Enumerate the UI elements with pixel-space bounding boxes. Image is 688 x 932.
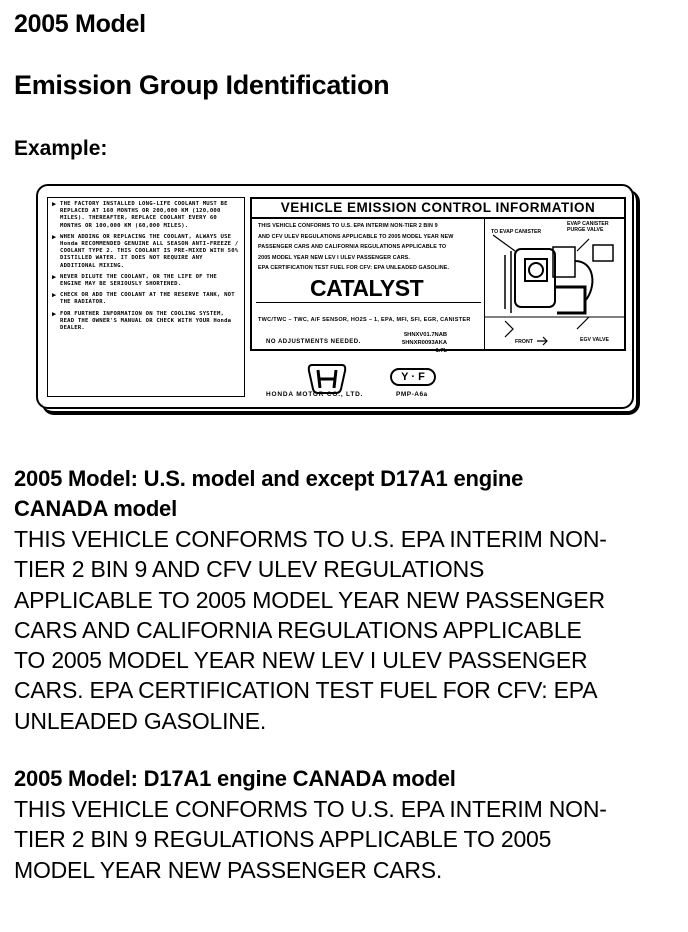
engine-diagram-icon [485, 217, 625, 349]
coolant-bullet: ▶ THE FACTORY INSTALLED LONG-LIFE COOLANT MUST BE REPLACED AT 160 MONTHS OR 200,000 KM (120,000 MILES). THEREAFTER, REPLACE COOLANT EVERY 60 MONTHS OR 100,000 KM (60,000 MILES). [52, 200, 228, 229]
page-title: Emission Group Identification [14, 70, 390, 100]
coolant-bullet: ▶ WHEN ADDING OR REPLACING THE COOLANT, ALWAYS USE Honda RECOMMENDED GENUINE ALL SEASON ANTI-FREEZE / COOLANT TYPE 2. THIS COOLANT IS PRE-MIXED WITH 50% DISTILLED WATER. IT DOES NOT REQUIRE ANY ADDITIONAL MIXING. [52, 232, 239, 269]
example-heading: Example: [14, 137, 108, 160]
egv-valve-label: EGV VALVE [580, 337, 609, 343]
section-body-d17a1-canada: THIS VEHICLE CONFORMS TO U.S. EPA INTERIM NON- TIER 2 BIN 9 REGULATIONS APPLICABLE TO 2005 MODEL YEAR NEW PASSENGER CARS. [14, 796, 607, 883]
section-title-d17a1-canada: 2005 Model: D17A1 engine CANADA model [14, 766, 456, 791]
arrow-bullet-icon: ▶ [52, 309, 57, 318]
part-code: PMP-A6a [396, 391, 428, 398]
section-title-us-model: 2005 Model: U.S. model and except D17A1 engine CANADA model [14, 466, 524, 521]
coolant-bullet: ▶ FOR FURTHER INFORMATION ON THE COOLING SYSTEM, READ THE OWNER'S MANUAL OR CHECK WITH YOUR Honda DEALER. [52, 309, 232, 332]
yf-badge: Y · F [390, 368, 436, 386]
arrow-bullet-icon: ▶ [52, 272, 57, 281]
purge-valve-label: EVAP CANISTER PURGE VALVE [567, 221, 609, 233]
engine-family-codes: 5HNXV01.7NAB 5HNXR0093AKA 1.7L [402, 332, 448, 354]
to-evap-label: TO EVAP CANISTER [491, 229, 542, 235]
emission-label-illustration [36, 184, 634, 409]
vec-conformity-text: THIS VEHICLE CONFORMS TO U.S. EPA INTERIM NON-TIER 2 BIN 9 AND CFV ULEV REGULATIONS APPLICABLE TO 2005 MODEL YEAR NEW PASSENGER CARS AND CALIFORNIA REGULATIONS APPLICABLE TO 2005 MODEL YEAR NEW LEV I ULEV PASSENGER CARS. EPA CERTIFICATION TEST FUEL FOR CFV: EPA UNLEADED GASOLINE. [258, 223, 454, 272]
coolant-bullet: ▶ NEVER DILUTE THE COOLANT, OR THE LIFE OF THE ENGINE MAY BE SERIOUSLY SHORTENED. [52, 272, 217, 288]
arrow-bullet-icon: ▶ [52, 232, 57, 241]
coolant-bullet: ▶ CHECK OR ADD THE COOLANT AT THE RESERVE TANK, NOT THE RADIATOR. [52, 291, 235, 306]
arrow-bullet-icon: ▶ [52, 291, 57, 300]
divider [256, 302, 481, 303]
arrow-bullet-icon: ▶ [52, 200, 57, 208]
no-adjustments-text: NO ADJUSTMENTS NEEDED. [266, 339, 361, 345]
vec-title: VEHICLE EMISSION CONTROL INFORMATION [252, 199, 624, 219]
vehicle-emission-control-panel [250, 197, 626, 354]
company-name: HONDA MOTOR CO., LTD. [266, 391, 364, 398]
model-year-heading: 2005 Model [14, 10, 146, 38]
catalyst-systems: TWC/TWC – TWC, A/F SENSOR, HO2S – 1, EPA, MFI, SFI, EGR, CANISTER [258, 317, 471, 323]
coolant-info-panel [47, 197, 245, 397]
section-body-us-model: THIS VEHICLE CONFORMS TO U.S. EPA INTERIM NON- TIER 2 BIN 9 AND CFV ULEV REGULATIONS APPLICABLE TO 2005 MODEL YEAR NEW PASSENGER CARS AND CALIFORNIA REGULATIONS APPLICABLE TO 2005 MODEL YEAR NEW LEV I ULEV PASSENGER CARS. EPA CERTIFICATION TEST FUEL FOR CFV: EPA UNLEADED GASOLINE. [14, 526, 607, 734]
vacuum-hose-diagram [484, 217, 625, 349]
catalyst-word: CATALYST [310, 275, 424, 301]
front-label: FRONT [515, 339, 533, 345]
catalyst-block [256, 275, 481, 309]
